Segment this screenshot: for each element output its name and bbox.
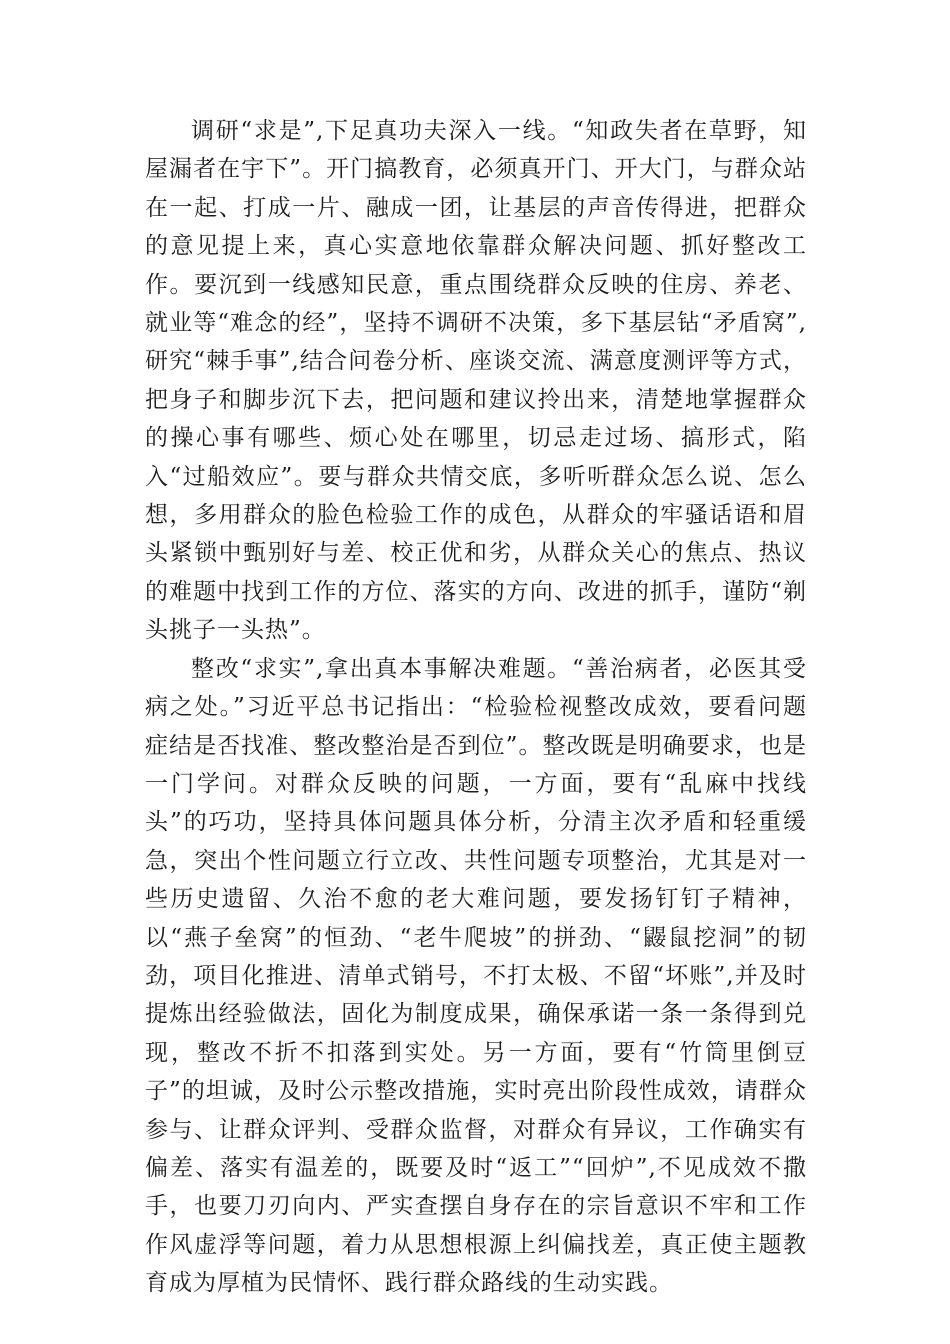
body-text xyxy=(145,112,807,1303)
paragraph-rectification: 整改“求实”,拿出真本事解决难题。“善治病者，必医其受病之处。”习近平总书记指出：“检验检视整改成效，要看问题症结是否找准、整改整治是否到位”。整改既是明确要求，也是一门学问。对群众反映的问题，一方面，要有“乱麻中找线头”的巧功，坚持具体问题具体分析，分清主次矛盾和轻重缓急，突出个性问题立行立改、共性问题专项整治，尤其是对一些历史遗留、久治不愈的老大难问题，要发扬钉钉子精神，以“燕子垒窝”的恒劲、“老牛爬坡”的拼劲、“鼹鼠挖洞”的韧劲，项目化推进、清单式销号，不打太极、不留“坏账”,并及时提炼出经验做法，固化为制度成果，确保承诺一条一条得到兑现，整改不折不扣落到实处。另一方面，要有“竹筒里倒豆子”的坦诚，及时公示整改措施，实时亮出阶段性成效，请群众参与、让群众评判、受群众监督，对群众有异议，工作确实有偏差、落实有温差的，既要及时“返工”“回炉”,不见成效不撒手，也要刀刃向内、严实查摆自身存在的宗旨意识不牢和工作作风虚浮等问题，着力从思想根源上纠偏找差，真正使主题教育成为厚植为民情怀、践行群众路线的生动实践。 xyxy=(145,655,807,1297)
paragraph-research: 调研“求是”,下足真功夫深入一线。“知政失者在草野，知屋漏者在宇下”。开门搞教育，必须真开门、开大门，与群众站在一起、打成一片、融成一团，让基层的声音传得进，把群众的意见提上来，真心实意地依靠群众解决问题、抓好整改工作。要沉到一线感知民意，重点围绕群众反映的住房、养老、就业等“难念的经”，坚持不调研不决策，多下基层钻“矛盾窝”,研究“棘手事”,结合问卷分析、座谈交流、满意度测评等方式，把身子和脚步沉下去，把问题和建议拎出来，清楚地掌握群众的操心事有哪些、烦心处在哪里，切忌走过场、搞形式，陷入“过船效应”。要与群众共情交底，多听听群众怎么说、怎么想，多用群众的脸色检验工作的成色，从群众的牢骚话语和眉头紧锁中甄别好与差、校正优和劣，从群众关心的焦点、热议的难题中找到工作的方位、落实的方向、改进的抓手，谨防“剃头挑子一头热”。 xyxy=(145,118,807,644)
